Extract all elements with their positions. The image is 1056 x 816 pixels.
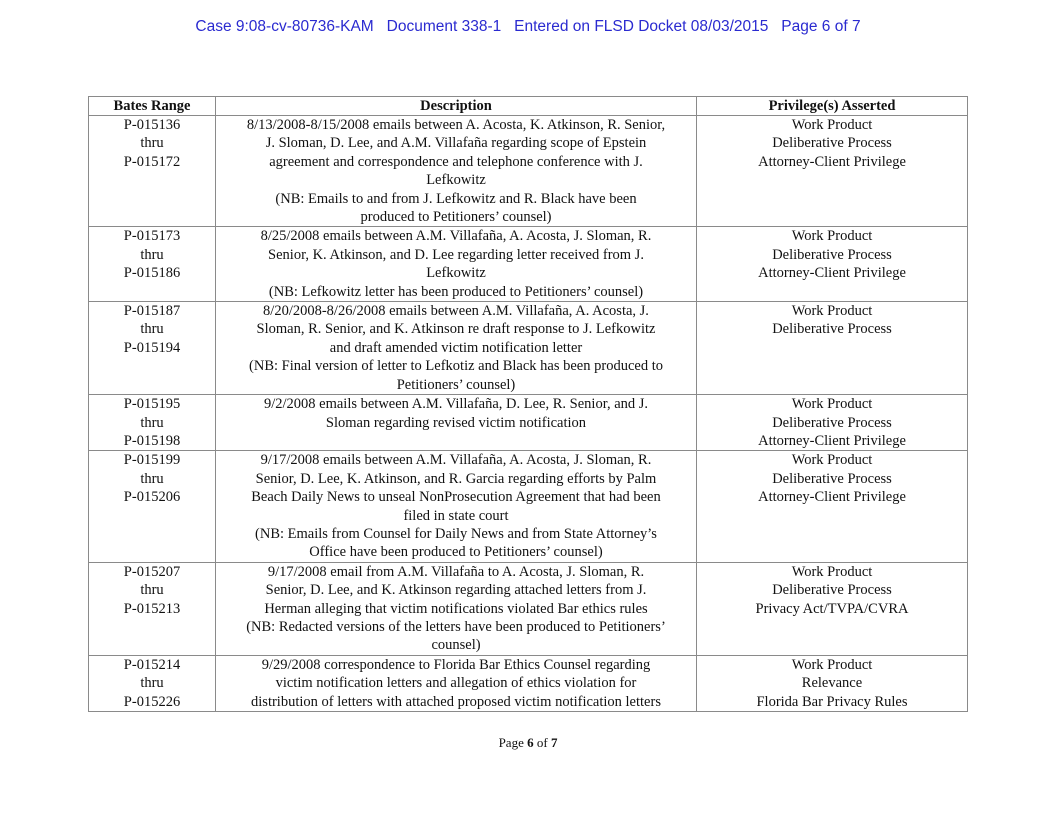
- privilege-line: Relevance: [801, 675, 863, 692]
- bates-range-cell: [89, 655, 216, 711]
- bates-line: P-015206: [123, 489, 181, 506]
- description-line: and draft amended victim notification letter: [329, 339, 583, 356]
- description-line: 9/17/2008 emails between A.M. Villafaña, A. Acosta, J. Sloman, R.: [260, 452, 652, 469]
- description-line: filed in state court: [403, 507, 509, 524]
- footer-of-label: of: [536, 735, 548, 750]
- description-line: agreement and correspondence and telephone conference with J.: [269, 153, 643, 170]
- table-row: [89, 302, 968, 395]
- description-line: (NB: Emails from Counsel for Daily News and from State Attorney’s: [255, 525, 657, 542]
- bates-line: thru: [140, 246, 164, 263]
- column-header-bates: Bates Range: [89, 97, 216, 116]
- privilege-line: Work Product: [791, 452, 873, 469]
- bates-line: thru: [140, 135, 164, 152]
- description-cell: [216, 302, 697, 395]
- bates-line: P-015199: [123, 452, 181, 469]
- description-line: (NB: Emails to and from J. Lefkowitz and R. Black have been: [275, 190, 637, 207]
- bates-line: thru: [140, 675, 164, 692]
- description-line: Lefkowitz: [426, 172, 486, 189]
- privilege-line: Deliberative Process: [772, 135, 892, 152]
- case-number: Case 9:08-cv-80736-KAM: [195, 18, 374, 35]
- bates-line: thru: [140, 582, 164, 599]
- privilege-line: Work Product: [791, 396, 873, 413]
- description-cell: [216, 395, 697, 451]
- privilege-line: Work Product: [791, 117, 873, 133]
- table-body: [89, 116, 968, 712]
- bates-range-cell: [89, 302, 216, 395]
- privilege-line: Florida Bar Privacy Rules: [756, 693, 908, 710]
- privilege-line: Attorney-Client Privilege: [758, 265, 906, 282]
- description-line: Senior, D. Lee, and K. Atkinson regarding attached letters from J.: [265, 582, 647, 599]
- privilege-line: Deliberative Process: [772, 321, 892, 338]
- description-line: Lefkowitz: [426, 265, 486, 282]
- privilege-line: Work Product: [791, 656, 873, 673]
- privilege-log-table: [88, 96, 968, 712]
- bates-line: thru: [140, 414, 164, 431]
- privileges-cell: [697, 562, 968, 655]
- description-cell: [216, 655, 697, 711]
- description-cell: [216, 227, 697, 302]
- column-header-description: Description: [216, 97, 697, 116]
- privilege-line: Privacy Act/TVPA/CVRA: [755, 600, 909, 617]
- header-page-number: Page 6 of 7: [781, 18, 861, 35]
- bates-range-cell: [89, 116, 216, 227]
- footer-current-page: 6: [527, 735, 534, 750]
- bates-line: P-015173: [123, 228, 181, 245]
- docket-entry: Entered on FLSD Docket 08/03/2015: [514, 18, 769, 35]
- bates-line: P-015172: [123, 153, 181, 170]
- description-line: (NB: Lefkowitz letter has been produced to Petitioners’ counsel): [268, 283, 644, 300]
- table-row: [89, 655, 968, 711]
- bates-line: P-015136: [123, 117, 181, 133]
- description-line: 8/25/2008 emails between A.M. Villafaña, A. Acosta, J. Sloman, R.: [260, 228, 652, 245]
- privilege-line: Deliberative Process: [772, 414, 892, 431]
- description-line: 9/17/2008 email from A.M. Villafaña to A. Acosta, J. Sloman, R.: [267, 563, 645, 580]
- privilege-line: Deliberative Process: [772, 582, 892, 599]
- description-line: Senior, D. Lee, K. Atkinson, and R. Garcia regarding efforts by Palm: [255, 470, 657, 487]
- bates-line: P-015226: [123, 693, 181, 710]
- description-line: Herman alleging that victim notifications violated Bar ethics rules: [264, 600, 648, 617]
- privileges-cell: [697, 655, 968, 711]
- bates-line: P-015214: [123, 656, 181, 673]
- description-line: Petitioners’ counsel): [396, 376, 516, 393]
- bates-range-cell: [89, 562, 216, 655]
- description-line: distribution of letters with attached proposed victim notification letters: [251, 693, 661, 710]
- footer-total-pages: 7: [550, 735, 558, 750]
- description-line: 9/29/2008 correspondence to Florida Bar Ethics Counsel regarding: [261, 656, 651, 673]
- table-header-row: [89, 97, 968, 116]
- description-line: (NB: Redacted versions of the letters have been produced to Petitioners’: [246, 618, 666, 635]
- description-cell: [216, 451, 697, 562]
- bates-range-cell: [89, 451, 216, 562]
- privilege-line: Work Product: [791, 303, 873, 320]
- table-row: [89, 227, 968, 302]
- table-row: [89, 451, 968, 562]
- privilege-line: Deliberative Process: [772, 246, 892, 263]
- bates-line: P-015195: [123, 396, 181, 413]
- bates-line: P-015194: [123, 339, 181, 356]
- description-line: Beach Daily News to unseal NonProsecution Agreement that had been: [251, 489, 661, 506]
- privileges-cell: [697, 302, 968, 395]
- table-row: [89, 395, 968, 451]
- page-footer: [0, 735, 1056, 751]
- privileges-cell: [697, 451, 968, 562]
- bates-line: P-015207: [123, 563, 181, 580]
- column-header-privileges: Privilege(s) Asserted: [697, 97, 968, 116]
- privileges-cell: [697, 227, 968, 302]
- privilege-line: Work Product: [791, 563, 873, 580]
- description-line: produced to Petitioners’ counsel): [360, 209, 552, 226]
- bates-line: thru: [140, 470, 164, 487]
- privilege-line: Deliberative Process: [772, 470, 892, 487]
- privileges-cell: [697, 116, 968, 227]
- description-cell: [216, 562, 697, 655]
- description-line: Sloman regarding revised victim notification: [325, 414, 587, 431]
- description-line: (NB: Final version of letter to Lefkotiz and Black has been produced to: [249, 358, 663, 375]
- footer-page-label: Page: [498, 735, 524, 750]
- description-line: Office have been produced to Petitioners’ counsel): [309, 544, 603, 561]
- table-row: [89, 562, 968, 655]
- bates-line: thru: [140, 321, 164, 338]
- table-row: [89, 116, 968, 227]
- description-line: 8/20/2008-8/26/2008 emails between A.M. Villafaña, A. Acosta, J.: [263, 303, 649, 320]
- description-cell: [216, 116, 697, 227]
- description-line: victim notification letters and allegation of ethics violation for: [275, 675, 637, 692]
- privileges-cell: [697, 395, 968, 451]
- description-line: Sloman, R. Senior, and K. Atkinson re draft response to J. Lefkowitz: [256, 321, 656, 338]
- bates-range-cell: [89, 395, 216, 451]
- privilege-line: Attorney-Client Privilege: [758, 432, 906, 449]
- description-line: 9/2/2008 emails between A.M. Villafaña, D. Lee, R. Senior, and J.: [263, 396, 649, 413]
- bates-range-cell: [89, 227, 216, 302]
- description-line: counsel): [431, 637, 481, 654]
- bates-line: P-015187: [123, 303, 181, 320]
- docket-header: [0, 18, 1056, 36]
- privilege-line: Attorney-Client Privilege: [758, 489, 906, 506]
- description-line: J. Sloman, D. Lee, and A.M. Villafaña regarding scope of Epstein: [265, 135, 647, 152]
- description-line: Senior, K. Atkinson, and D. Lee regarding letter received from J.: [268, 246, 644, 263]
- bates-line: P-015198: [123, 432, 181, 449]
- bates-line: P-015186: [123, 265, 181, 282]
- privilege-line: Work Product: [791, 228, 873, 245]
- bates-line: P-015213: [123, 600, 181, 617]
- document-number: Document 338-1: [386, 18, 502, 35]
- description-line: 8/13/2008-8/15/2008 emails between A. Acosta, K. Atkinson, R. Senior,: [246, 117, 666, 133]
- privilege-line: Attorney-Client Privilege: [758, 153, 906, 170]
